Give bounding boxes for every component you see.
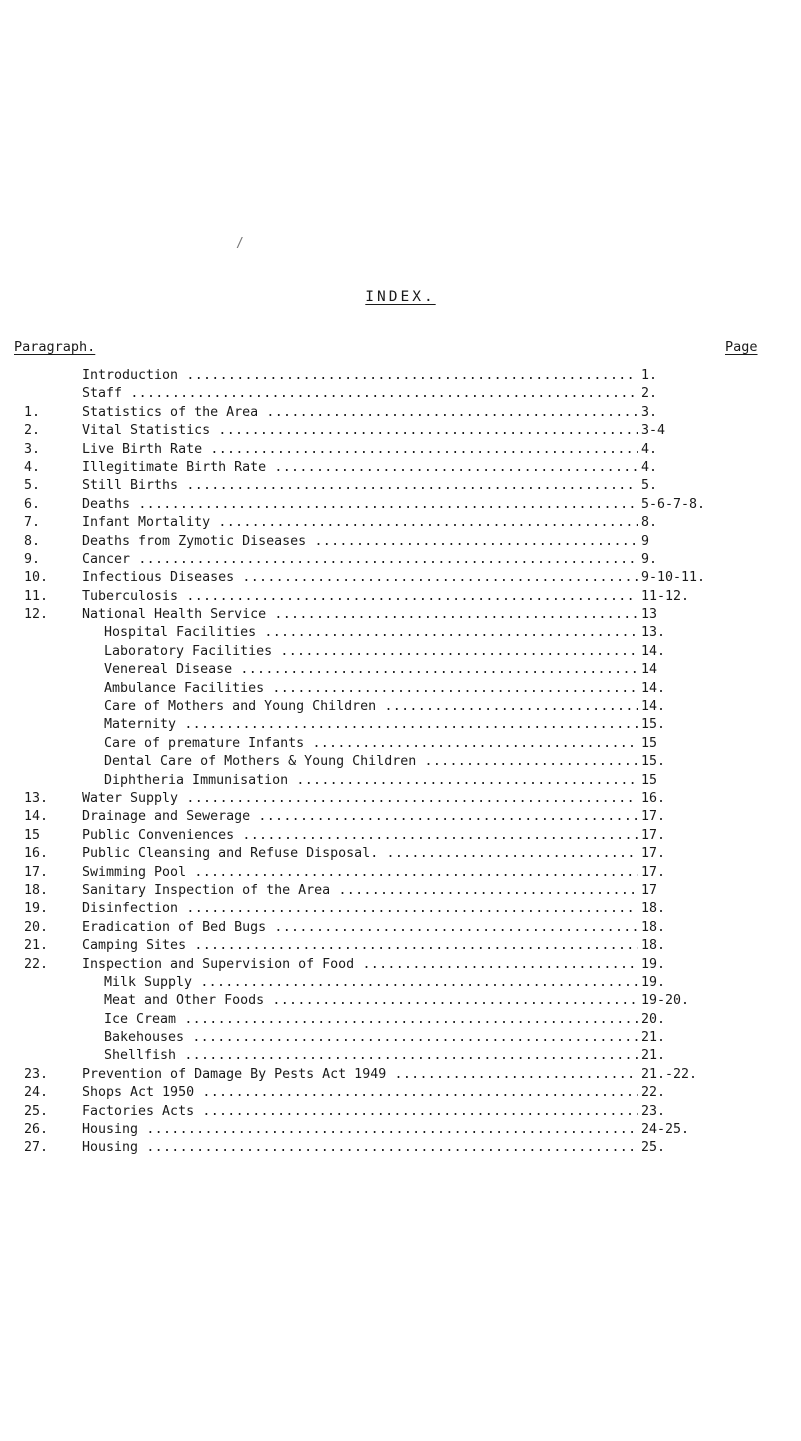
paragraph-number: 3. — [24, 441, 41, 457]
index-row — [0, 680, 801, 698]
entry-title: Drainage and Sewerage ..... — [82, 808, 638, 826]
page-number: 5. — [641, 478, 658, 494]
entry-title: Statistics of the Area ..... — [82, 404, 638, 422]
index-title-text: INDEX. — [365, 289, 436, 305]
entry-title: Infant Mortality ..... — [82, 514, 638, 532]
page-number: 9 — [641, 533, 650, 549]
entry-title: Hospital Facilities ..... — [104, 624, 638, 642]
entry-title: Public Conveniences ..... — [82, 827, 638, 845]
entry-title: Water Supply ..... — [82, 790, 638, 808]
paragraph-number: 20. — [24, 919, 49, 935]
entry-title: Cancer ..... — [82, 551, 638, 569]
index-row — [0, 514, 801, 532]
entry-title: Staff ..... — [82, 385, 638, 403]
page-number: 9. — [641, 551, 658, 567]
index-row — [0, 808, 801, 826]
page-number: 15 — [641, 735, 658, 751]
index-row — [0, 735, 801, 753]
page-number: 17. — [641, 827, 666, 843]
index-row — [0, 661, 801, 679]
index-row — [0, 496, 801, 514]
page-number: 17 — [641, 882, 658, 898]
page-number: 11-12. — [641, 588, 690, 604]
paragraph-number: 24. — [24, 1085, 49, 1101]
page-number: 24-25. — [641, 1122, 690, 1138]
page-number: 21.-22. — [641, 1066, 698, 1082]
index-row — [0, 533, 801, 551]
index-row — [0, 551, 801, 569]
index-row — [0, 790, 801, 808]
index-row — [0, 1047, 801, 1065]
page-number: 19. — [641, 974, 666, 990]
page-number: 16. — [641, 790, 666, 806]
index-row — [0, 385, 801, 403]
paragraph-number: 19. — [24, 901, 49, 917]
paragraph-number: 21. — [24, 938, 49, 954]
index-row — [0, 624, 801, 642]
index-row — [0, 882, 801, 900]
entry-title: Vital Statistics ..... — [82, 422, 638, 440]
entry-title: Prevention of Damage By Pests Act 1949 ..... — [82, 1066, 638, 1084]
paragraph-number: 1. — [24, 404, 41, 420]
index-row — [0, 643, 801, 661]
index-row — [0, 606, 801, 624]
page-number: 17. — [641, 864, 666, 880]
entry-title: Shellfish ..... — [104, 1047, 638, 1065]
index-row — [0, 937, 801, 955]
paragraph-number: 22. — [24, 956, 49, 972]
page-number: 13. — [641, 625, 666, 641]
entry-title: Introduction ..... — [82, 367, 638, 385]
entry-title: Care of Mothers and Young Children ..... — [104, 698, 638, 716]
paragraph-number: 2. — [24, 423, 41, 439]
paragraph-number: 25. — [24, 1103, 49, 1119]
entry-title: Dental Care of Mothers & Young Children ..... — [104, 753, 638, 771]
entry-title: Ice Cream ..... — [104, 1011, 638, 1029]
paragraph-number: 17. — [24, 864, 49, 880]
entry-title: Meat and Other Foods ..... — [104, 992, 638, 1010]
page-number: 18. — [641, 919, 666, 935]
index-row — [0, 422, 801, 440]
index-row — [0, 698, 801, 716]
page-number: 20. — [641, 1011, 666, 1027]
entry-title: Milk Supply ..... — [104, 974, 638, 992]
paragraph-number: 18. — [24, 882, 49, 898]
page-number: 21. — [641, 1048, 666, 1064]
entry-title: Inspection and Supervision of Food ..... — [82, 956, 638, 974]
entry-title: Bakehouses ..... — [104, 1029, 638, 1047]
index-row — [0, 1103, 801, 1121]
entry-title: Housing ..... — [82, 1121, 638, 1139]
page-number: 14. — [641, 699, 666, 715]
page-number: 22. — [641, 1085, 666, 1101]
paragraph-number: 6. — [24, 496, 41, 512]
paragraph-number: 9. — [24, 551, 41, 567]
page-number: 23. — [641, 1103, 666, 1119]
index-title — [0, 289, 801, 305]
index-row — [0, 845, 801, 863]
page-column-header: Page — [725, 339, 758, 355]
entry-title: Still Births ..... — [82, 477, 638, 495]
index-row — [0, 1011, 801, 1029]
page-number: 1. — [641, 368, 658, 383]
index-row — [0, 956, 801, 974]
page-number: 3-4 — [641, 423, 666, 439]
page-number: 4. — [641, 459, 658, 475]
page-number: 9-10-11. — [641, 570, 706, 586]
entry-title: Sanitary Inspection of the Area ..... — [82, 882, 638, 900]
index-row — [0, 864, 801, 882]
index-row — [0, 459, 801, 477]
index-row — [0, 404, 801, 422]
paragraph-number: 4. — [24, 459, 41, 475]
paragraph-number: 26. — [24, 1122, 49, 1138]
paragraph-number: 5. — [24, 478, 41, 494]
paragraph-number: 23. — [24, 1066, 49, 1082]
page-number: 17. — [641, 809, 666, 825]
index-row — [0, 477, 801, 495]
paragraph-number: 11. — [24, 588, 49, 604]
page-number: 15. — [641, 754, 666, 770]
entry-title: Camping Sites ..... — [82, 937, 638, 955]
paragraph-number: 8. — [24, 533, 41, 549]
index-row — [0, 1121, 801, 1139]
entry-title: Venereal Disease ..... — [104, 661, 638, 679]
index-row — [0, 974, 801, 992]
index-row — [0, 919, 801, 937]
page-number: 5-6-7-8. — [641, 496, 706, 512]
page-number: 18. — [641, 938, 666, 954]
paragraph-number: 10. — [24, 570, 49, 586]
page-number: 19. — [641, 956, 666, 972]
entry-title: Maternity ..... — [104, 716, 638, 734]
paragraph-number: 12. — [24, 607, 49, 623]
page-number: 2. — [641, 386, 658, 402]
paragraph-number: 14. — [24, 809, 49, 825]
entry-title: Eradication of Bed Bugs ..... — [82, 919, 638, 937]
index-entries — [0, 367, 801, 1158]
paragraph-number: 7. — [24, 515, 41, 531]
page-number: 17. — [641, 846, 666, 862]
index-row — [0, 827, 801, 845]
page-number: 4. — [641, 441, 658, 457]
entry-title: Factories Acts ..... — [82, 1103, 638, 1121]
index-row — [0, 900, 801, 918]
index-row — [0, 1139, 801, 1157]
entry-title: Swimming Pool ..... — [82, 864, 638, 882]
index-row — [0, 569, 801, 587]
page-number: 15. — [641, 717, 666, 733]
entry-title: Ambulance Facilities ..... — [104, 680, 638, 698]
page-mark: / — [236, 236, 244, 251]
index-row — [0, 588, 801, 606]
paragraph-number: 13. — [24, 790, 49, 806]
page-number: 15 — [641, 772, 658, 788]
paragraph-number: 15 — [24, 827, 41, 843]
entry-title: Public Cleansing and Refuse Disposal. ..... — [82, 845, 638, 863]
page-number: 21. — [641, 1030, 666, 1046]
paragraph-number: 27. — [24, 1140, 49, 1156]
index-row — [0, 716, 801, 734]
entry-title: Infectious Diseases ..... — [82, 569, 638, 587]
page-number: 14. — [641, 643, 666, 659]
index-row — [0, 367, 801, 385]
index-row — [0, 1084, 801, 1102]
entry-title: Deaths from Zymotic Diseases ..... — [82, 533, 638, 551]
paragraph-number: 16. — [24, 846, 49, 862]
page-number: 14 — [641, 662, 658, 678]
entry-title: National Health Service ..... — [82, 606, 638, 624]
page-number: 8. — [641, 515, 658, 531]
entry-title: Live Birth Rate ..... — [82, 441, 638, 459]
paragraph-column-header: Paragraph. — [14, 339, 96, 355]
entry-title: Illegitimate Birth Rate ..... — [82, 459, 638, 477]
entry-title: Diphtheria Immunisation ..... — [104, 772, 638, 790]
index-row — [0, 1066, 801, 1084]
page-number: 25. — [641, 1140, 666, 1156]
index-row — [0, 992, 801, 1010]
page-number: 19-20. — [641, 993, 690, 1009]
entry-title: Deaths ..... — [82, 496, 638, 514]
page-number: 13 — [641, 607, 658, 623]
entry-title: Disinfection ..... — [82, 900, 638, 918]
entry-title: Shops Act 1950 ..... — [82, 1084, 638, 1102]
index-row — [0, 772, 801, 790]
index-row — [0, 441, 801, 459]
entry-title: Housing ..... — [82, 1139, 638, 1157]
index-row — [0, 753, 801, 771]
index-row — [0, 1029, 801, 1047]
page-number: 18. — [641, 901, 666, 917]
page-number: 14. — [641, 680, 666, 696]
entry-title: Laboratory Facilities ..... — [104, 643, 638, 661]
entry-title: Tuberculosis ..... — [82, 588, 638, 606]
page-number: 3. — [641, 404, 658, 420]
entry-title: Care of premature Infants ..... — [104, 735, 638, 753]
